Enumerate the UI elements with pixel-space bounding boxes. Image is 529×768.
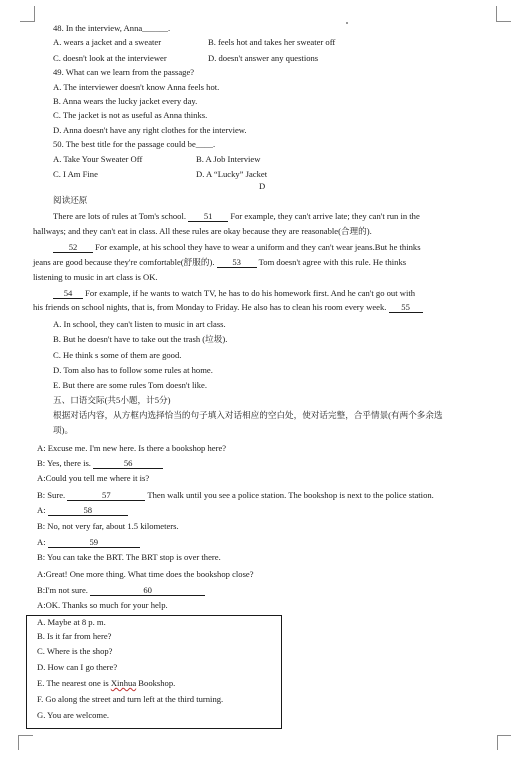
q50-option-c: C. I Am Fine [53, 169, 98, 179]
dialogue-line-11: A:OK. Thanks so much for your help. [37, 600, 168, 610]
q48-stem: 48. In the interview, Anna______. [53, 23, 171, 33]
dialogue-line-10-text: B:I'm not sure. [37, 585, 88, 595]
blank-55[interactable]: 55 [389, 303, 423, 313]
dialogue-line-5 [37, 506, 128, 516]
q50-option-b: B. A Job Interview [196, 154, 261, 164]
blank-53[interactable]: 53 [217, 258, 257, 268]
reading-option: A. In school, they can't listen to music in art class. [53, 319, 226, 329]
dialogue-line-2 [37, 459, 163, 469]
dialogue-line-4-text-b: Then walk until you see a police station. The bookshop is next to the police station. [147, 490, 434, 500]
dialogue-line-7 [37, 538, 140, 548]
q49-option-d: D. Anna doesn't have any right clothes for the interview. [53, 125, 247, 135]
dialogue-heading: 五、口语交际(共5小题，计5分) [53, 395, 171, 405]
blank-51[interactable]: 51 [188, 212, 228, 222]
crop-mark-bottom-left [18, 735, 19, 750]
reading-p3-text-a: For example, if he wants to watch TV, he has to do his homework first. And he can't go out with [85, 288, 416, 298]
blank-60[interactable]: 60 [90, 586, 205, 596]
box-option-e [37, 679, 175, 688]
box-option-e-post: Bookshop. [136, 678, 176, 688]
blank-54[interactable]: 54 [53, 289, 83, 299]
crop-mark-bottom-left-h [18, 735, 33, 736]
reading-p1-line1 [53, 212, 420, 222]
crop-mark-bottom-right [497, 735, 498, 750]
box-option-a: A. Maybe at 8 p. m. [37, 617, 106, 627]
dialogue-line-8: B: You can take the BRT. The BRT stop is over there. [37, 552, 221, 562]
dialogue-line-3: A:Could you tell me where it is? [37, 473, 150, 483]
q48-option-b: B. feels hot and takes her sweater off [208, 37, 336, 47]
q49-stem: 49. What can we learn from the passage? [53, 67, 195, 77]
box-option-e-name: Xinhua [110, 678, 137, 688]
blank-59[interactable]: 59 [48, 538, 140, 548]
q48-option-c: C. doesn't look at the interviewer [53, 53, 167, 63]
reading-p2-text-c: Tom doesn't agree with this rule. He thinks [258, 257, 407, 267]
dialogue-line-10 [37, 586, 205, 596]
reading-option: D. Tom also has to follow some rules at home. [53, 365, 213, 375]
reading-p2-text-a: For example, at his school they have to wear a uniform and they can't wear jeans.But he thinks [95, 242, 421, 252]
reading-option: E. But there are some rules Tom doesn't like. [53, 380, 208, 390]
reading-p2-line3: listening to music in art class is OK. [33, 272, 158, 282]
box-option-f: F. Go along the street and turn left at the third turning. [37, 694, 224, 704]
dialogue-options-box [26, 615, 282, 729]
crop-mark-top-right [496, 6, 497, 21]
dialogue-line-6: B: No, not very far, about 1.5 kilometers. [37, 521, 179, 531]
crop-mark-top-left [34, 6, 35, 21]
reading-p3-line1 [53, 289, 415, 299]
reading-p2-line1 [53, 243, 421, 253]
dialogue-instructions-2: 项)。 [53, 425, 74, 435]
reading-p2-text-b: jeans are good because they're comfortable(舒服的). [33, 257, 215, 267]
q49-option-a: A. The interviewer doesn't know Anna feels hot. [53, 82, 220, 92]
reading-p1-text-a: There are lots of rules at Tom's school. [53, 211, 187, 221]
dialogue-line-5-text: A: [37, 505, 46, 515]
reading-p1-line2: hallways; and they can't eat in class. All these rules are okay because they are reasonable(合理的). [33, 226, 372, 236]
dialogue-instructions-1: 根据对话内容，从方框内选择恰当的句子填入对话相应的空白处，使对话完整，合乎情景(有两个多余选 [53, 410, 443, 420]
reading-option: B. But he doesn't have to take out the trash (垃圾). [53, 334, 228, 344]
reading-p1-text-b: For example, they can't arrive late; they can't run in the [230, 211, 420, 221]
q49-option-c: C. The jacket is not as useful as Anna thinks. [53, 110, 208, 120]
reading-option: C. He think s some of them are good. [53, 350, 182, 360]
reading-p3-text-b: his friends on school nights, that is, from Monday to Friday. He also has to clean his room every week. [33, 302, 387, 312]
section-letter: D [259, 181, 266, 191]
dialogue-line-1: A: Excuse me. I'm new here. Is there a bookshop here? [37, 443, 227, 453]
scan-dot [346, 22, 348, 24]
crop-mark-top-right-h [496, 21, 511, 22]
crop-mark-top-left-h [20, 21, 35, 22]
blank-57[interactable]: 57 [67, 491, 145, 501]
dialogue-line-7-text: A: [37, 537, 46, 547]
reading-heading: 阅读还原 [53, 195, 88, 205]
q50-option-d: D. A “Lucky” Jacket [196, 169, 268, 179]
blank-56[interactable]: 56 [93, 459, 163, 469]
box-option-d: D. How can I go there? [37, 662, 118, 672]
q48-option-d: D. doesn't answer any questions [208, 53, 319, 63]
crop-mark-bottom-right-h [497, 735, 511, 736]
reading-p2-line2 [33, 258, 406, 268]
dialogue-line-4 [37, 491, 434, 501]
box-option-g: G. You are welcome. [37, 710, 110, 720]
q50-stem: 50. The best title for the passage could be____. [53, 139, 216, 149]
dialogue-line-9: A:Great! One more thing. What time does the bookshop close? [37, 569, 254, 579]
q48-option-a: A. wears a jacket and a sweater [53, 37, 162, 47]
blank-58[interactable]: 58 [48, 506, 128, 516]
dialogue-line-2-text: B: Yes, there is. [37, 458, 91, 468]
box-option-e-pre: E. The nearest one is [37, 678, 111, 688]
dialogue-line-4-text-a: B: Sure. [37, 490, 66, 500]
box-option-b: B. Is it far from here? [37, 631, 112, 641]
blank-52[interactable]: 52 [53, 243, 93, 253]
q50-option-a: A. Take Your Sweater Off [53, 154, 143, 164]
reading-p3-line2 [33, 303, 423, 313]
q49-option-b: B. Anna wears the lucky jacket every day. [53, 96, 198, 106]
box-option-c: C. Where is the shop? [37, 646, 113, 656]
